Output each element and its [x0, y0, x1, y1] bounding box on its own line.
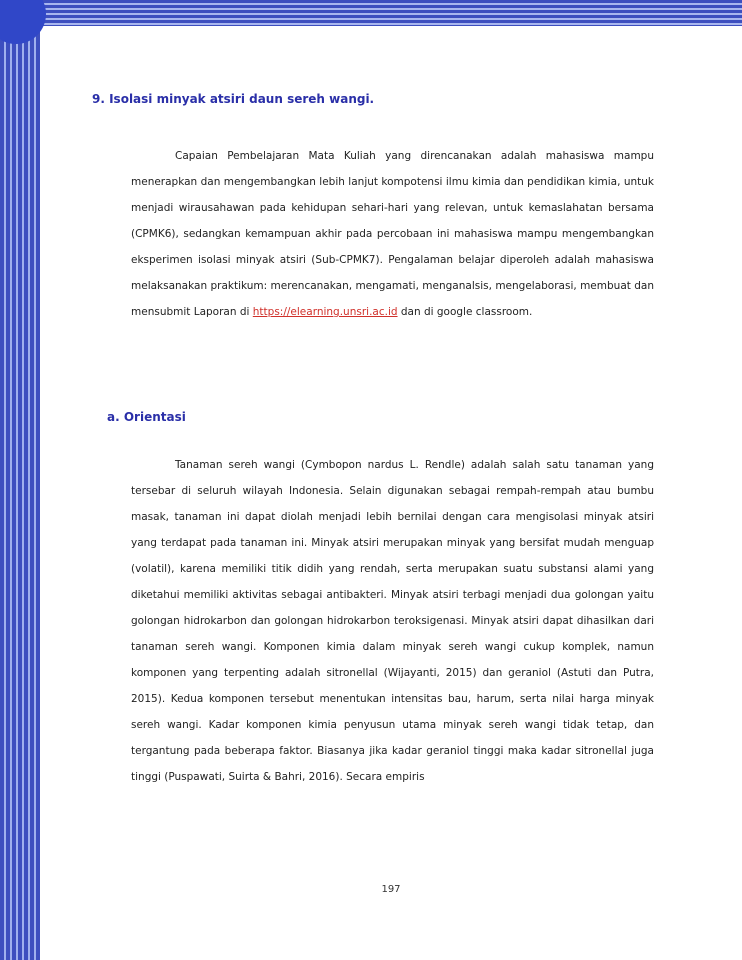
page-content — [40, 0, 742, 960]
intro-paragraph — [131, 143, 654, 325]
left-border-decoration — [0, 0, 40, 960]
orientation-paragraph — [131, 452, 654, 790]
section-heading: 9. Isolasi minyak atsiri daun sereh wangi. — [92, 92, 375, 106]
orientation-text: Tanaman sereh wangi (Cymbopon nardus L. Rendle) adalah salah satu tanaman yang tersebar di seluruh wilayah Indonesia. Selain digunakan sebagai rempah-rempah atau bumbu masak, tanaman ini dapat diolah menjadi lebih bernilai dengan cara mengisolasi minyak atsiri yang terdapat pada tanaman ini. Minyak atsiri merupakan minyak yang bersifat mudah menguap (volatil), karena memiliki titik didih yang rendah, serta merupakan suatu substansi alami yang diketahui memiliki aktivitas sebagai antibakteri. Minyak atsiri terbagi menjadi dua golongan yaitu golongan hidrokarbon dan golongan hidrokarbon teroksigenasi. Minyak atsiri dapat dihasilkan dari tanaman sereh wangi. Komponen kimia dalam minyak sereh wangi cukup komplek, namun komponen yang terpenting adalah sitronellal (Wijayanti, 2015) dan geraniol (Astuti dan Putra, 2015). Kedua komponen tersebut menentukan intensitas bau, harum, serta nilai harga minyak sereh wangi. Kadar komponen kimia penyusun utama minyak sereh wangi tidak tetap, dan tergantung pada beberapa faktor. Biasanya jika kadar geraniol tinggi maka kadar sitronellal juga tinggi (Puspawati, Suirta & Bahri, 2016). Secara empiris — [131, 459, 654, 783]
intro-text: Capaian Pembelajaran Mata Kuliah yang direncanakan adalah mahasiswa mampu menerapkan dan mengembangkan lebih lanjut kompotensi ilmu kimia dan pendidikan kimia, untuk menjadi wirausahawan pada kehidupan sehari-hari yang relevan, untuk kemaslahatan bersama (CPMK6), sedangkan kemampuan akhir pada percobaan ini mahasiswa mampu mengembangkan eksperimen isolasi minyak atsiri (Sub-CPMK7). Pengalaman belajar diperoleh adalah mahasiswa melaksanakan praktikum: merencanakan, mengamati, menganalsis, mengelaborasi, membuat dan mensubmit Laporan di — [131, 150, 654, 318]
elearning-link[interactable]: https://elearning.unsri.ac.id — [252, 306, 398, 318]
intro-text-end: dan di google classroom. — [397, 306, 533, 318]
subsection-heading: a. Orientasi — [107, 410, 186, 424]
page-number: 197 — [381, 884, 401, 895]
